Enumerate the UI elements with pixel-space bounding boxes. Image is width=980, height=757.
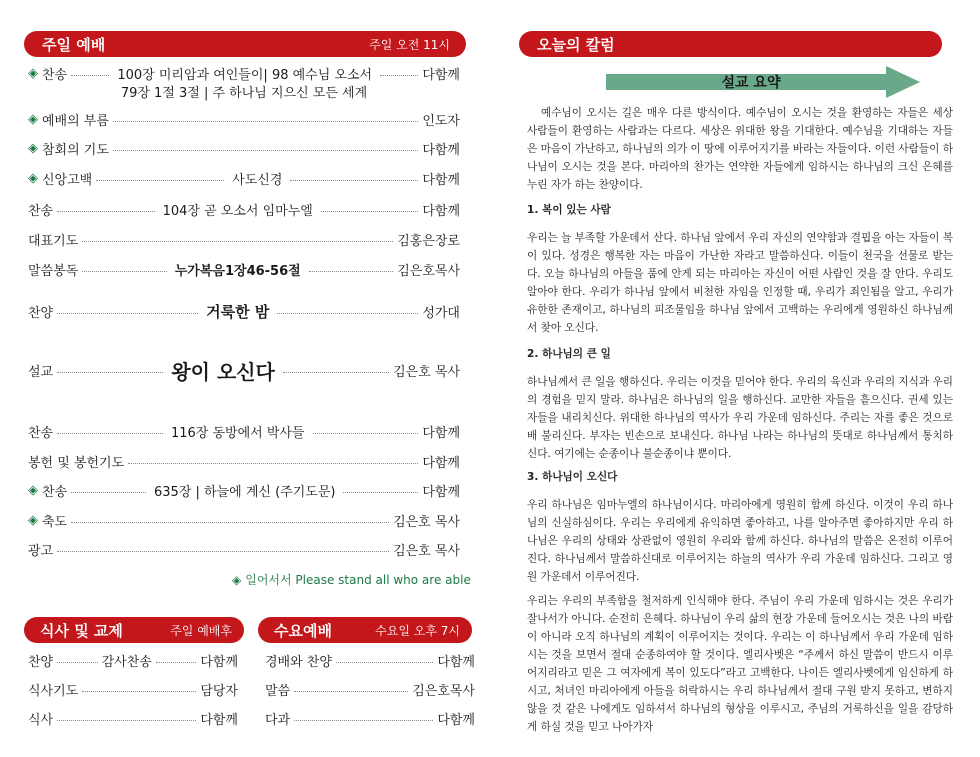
order-content: 거룩한 밤 xyxy=(206,302,270,321)
order-leader: 다함께 xyxy=(422,455,460,471)
order-label: 예배의 부름 xyxy=(42,113,109,129)
order-leader: 성가대 xyxy=(422,305,460,321)
fellowship-time: 주일 예배후 xyxy=(170,623,232,638)
order-row-prayer xyxy=(28,228,460,250)
order-label: 찬양 xyxy=(28,654,54,670)
diamond-bullet-icon: ◈ xyxy=(28,140,38,156)
stand-notice xyxy=(232,571,471,588)
order-content: 104장 곧 오소서 임마누엘 xyxy=(162,203,313,219)
diamond-bullet-icon: ◈ xyxy=(28,170,38,186)
wednesday-banner xyxy=(258,617,472,643)
order-leader: 다함께 xyxy=(437,712,475,728)
order-content: 누가복음1장46-56절 xyxy=(174,263,301,279)
order-row-hymn-3 xyxy=(28,420,460,442)
stand-notice-text: 일어서서 Please stand all who are able xyxy=(245,573,471,587)
order-leader: 다함께 xyxy=(422,172,460,188)
order-content: 감사찬송 xyxy=(101,654,152,670)
order-row-sermon xyxy=(28,359,461,384)
section-3 xyxy=(527,468,953,486)
order-leader: 다함께 xyxy=(422,142,460,158)
order-leader: 김은호목사 xyxy=(412,683,475,699)
wednesday-row-word xyxy=(265,678,475,700)
order-row-announcements xyxy=(28,538,460,560)
diamond-bullet-icon: ◈ xyxy=(28,482,38,498)
sunday-worship-title: 주일 예배 xyxy=(42,35,106,54)
section-paragraph: 우리 하나님은 임마누엘의 하나님이시다. 마리아에게 영원히 함께 하신다. 이것이 우리 하나님의 신실하심이다. 우리는 우리에게 유익하면 좋아하고, 나를 알아주면 좋아하지만 우리 하나님은 우리의 상태와 상관없이 영원히 우리와 함께 하신다. 하나님의 말씀은 온전히 이루어진다. 하나님께서 말씀하신대로 이루어지는 하늘의 역사가 우리 가운데 임하신다. 그리고 영원 가운데서 이루어진다. xyxy=(527,499,953,583)
section-paragraph: 하나님께서 큰 일을 행하신다. 우리는 이것을 믿어야 한다. 우리의 육신과 우리의 지식과 우리의 경험을 믿지 말라. 하나님은 하나님의 일을 행하신다. 교만한 자들을 흩으신다. 권세 있는 자들을 내리치신다. 위대한 하나님의 역사가 우리 가운데 임하신다. 주리는 자를 좋은 것으로 배 불리신다. 부자는 빈손으로 보내신다. 하나님 나라는 하나님의 뜻대로 하나님께서 통치하신다. 여기에는 순종이나 불순종이냐 뿐이다. xyxy=(527,376,953,460)
order-leader: 담당자 xyxy=(200,683,238,699)
fellowship-banner xyxy=(24,617,244,643)
order-label: 다과 xyxy=(265,712,291,728)
order-leader: 김은호목사 xyxy=(397,263,461,279)
order-row-confession xyxy=(28,137,460,159)
summary-heading: 설교 요약 xyxy=(721,75,781,91)
fellowship-row-praise xyxy=(28,649,238,671)
section-title: 1. 복이 있는 사람 xyxy=(527,204,611,216)
order-row-benediction xyxy=(28,509,460,531)
order-leader: 김은호 목사 xyxy=(393,364,461,380)
section-1 xyxy=(527,201,953,219)
column-title: 오늘의 칼럼 xyxy=(537,35,615,54)
order-label: 말씀 xyxy=(265,683,291,699)
order-label: 식사 xyxy=(28,712,54,728)
diamond-bullet-icon: ◈ xyxy=(232,573,242,587)
diamond-bullet-icon: ◈ xyxy=(28,512,38,528)
order-label: 말씀봉독 xyxy=(28,263,79,279)
wednesday-row-worship xyxy=(265,649,475,671)
order-row-call-to-worship xyxy=(28,108,460,130)
sermon-title: 왕이 오신다 xyxy=(171,359,275,384)
fellowship-row-meal-prayer xyxy=(28,678,238,700)
order-label: 찬송 xyxy=(42,484,68,500)
fellowship-title: 식사 및 교제 xyxy=(40,621,123,640)
order-leader: 다함께 xyxy=(422,203,461,219)
section-4-body xyxy=(527,592,953,736)
order-row-anthem xyxy=(28,300,460,322)
order-content: 635장 | 하늘에 계신 (주기도문) xyxy=(154,484,336,500)
order-leader: 김은호 목사 xyxy=(393,543,460,559)
section-title: 2. 하나님의 큰 일 xyxy=(527,348,611,360)
order-row-hymn-4 xyxy=(28,479,460,501)
order-leader: 다함께 xyxy=(200,712,238,728)
column-intro xyxy=(527,104,953,194)
order-label: 광고 xyxy=(28,543,54,559)
order-leader: 다함께 xyxy=(422,67,460,83)
order-leader: 다함께 xyxy=(437,654,475,670)
section-paragraph: 우리는 우리의 부족함을 철저하게 인식해야 한다. 주님이 우리 가운데 임하시는 것은 우리가 잘나서가 아니다. 순전히 은혜다. 하나님이 우리 삶의 현장 가운데 들어오시는 것은 나의 바람이 아니라 오직 하나님의 계획이 이루어지는 것이다. 우리는 이 하나님께서 우리 가운데 임하시는 것을 보면서 절대 순종하여야 할 것이다. 엘리사벳은 “주께서 하신 말씀이 반드시 이루어지리라고 믿은 그 여자에게 복이 있도다”라고 고백한다. 나이든 엘리사벳에게 임신하게 하시고, 처녀인 마리아에게 아들을 허락하시는 우리 하나님께서 절대 구원 받지 못하고, 변하지 않을 것 같은 나에게도 임하셔서 하나님의 형상을 이루시고, 주님의 거룩하신을 일을 감당하게 하실 것을 믿고 나아가자 xyxy=(527,595,953,733)
section-2-body xyxy=(527,373,953,463)
order-content: 100장 미리암과 여인들이| 98 예수님 오소서 xyxy=(117,67,373,83)
diamond-bullet-icon: ◈ xyxy=(28,111,38,127)
section-2 xyxy=(527,345,953,363)
section-3-body xyxy=(527,496,953,586)
order-label: 경배와 찬양 xyxy=(265,654,332,670)
order-row-hymn-2 xyxy=(28,198,460,220)
fellowship-row-meal xyxy=(28,707,238,729)
wednesday-title: 수요예배 xyxy=(274,621,332,640)
order-content: 사도신경 xyxy=(232,172,283,188)
sunday-worship-banner xyxy=(24,31,466,57)
order-leader: 다함께 xyxy=(422,484,461,500)
order-label: 대표기도 xyxy=(28,233,79,249)
order-row-scripture xyxy=(28,258,460,280)
column-banner xyxy=(519,31,942,57)
sunday-worship-time: 주일 오전 11시 xyxy=(369,37,450,52)
order-label: 신앙고백 xyxy=(42,172,93,188)
summary-arrow xyxy=(606,66,922,98)
wednesday-time: 수요일 오후 7시 xyxy=(375,623,460,638)
order-label: 봉헌 및 봉헌기도 xyxy=(28,455,125,471)
order-label: 찬양 xyxy=(28,305,54,321)
section-1-body xyxy=(527,229,953,337)
order-label: 설교 xyxy=(28,364,54,380)
order-label: 찬송 xyxy=(42,67,68,83)
wednesday-row-refreshments xyxy=(265,707,475,729)
order-content: 79장 1절 3절 | 주 하나님 지으신 모든 세계 xyxy=(120,85,368,101)
order-label: 찬송 xyxy=(28,425,54,441)
order-row-creed xyxy=(28,167,460,189)
order-row-hymn-1-cont xyxy=(28,80,460,102)
order-leader: 다함께 xyxy=(200,654,239,670)
order-label: 식사기도 xyxy=(28,683,79,699)
order-leader: 김은호 목사 xyxy=(393,514,460,530)
section-title: 3. 하나님이 오신다 xyxy=(527,471,618,483)
order-label: 축도 xyxy=(42,514,68,530)
diamond-bullet-icon: ◈ xyxy=(28,65,38,81)
order-label: 참회의 기도 xyxy=(42,142,109,158)
order-content: 116장 동방에서 박사들 xyxy=(170,425,305,441)
order-leader: 다함께 xyxy=(422,425,461,441)
intro-paragraph: 예수님이 오시는 길은 매우 다른 방식이다. 예수님이 오시는 것을 환영하는 자들은 세상 사람들이 환영하는 사람과는 다르다. 세상은 위대한 왕을 기대한다. 예수님을 기대하는 자들은 마음이 가난하고, 하나님의 의가 이 땅에 이루어지기를 바라는 자들이다. 이런 사람들이 하나님이 오시는 것을 본다. 마리아의 찬가는 연약한 자들에게 임하시는 하나님의 크신 은혜를 누린 자가 하는 찬양이다. xyxy=(527,107,953,191)
order-leader: 인도자 xyxy=(422,113,460,129)
order-row-offering xyxy=(28,450,460,472)
order-label: 찬송 xyxy=(28,203,54,219)
section-paragraph: 우리는 늘 부족할 가운데서 산다. 하나님 앞에서 우리 자신의 연약함과 결핍을 아는 자들이 복이 있다. 성경은 행복한 자는 마음이 가난한 자라고 말씀하신다. 이들이 천국을 선물로 받는다. 오늘 하나님의 아들을 품에 안게 되는 마리아는 자신이 어떤 사람인 것을 잘 안다. 우리도 알아야 한다. 우리가 하나님 앞에서 비천한 자임을 인정할 때, 우리가 죄인됨을 알고, 우리가 유한한 존재이고, 하나님의 피조물임을 하나님 앞에서 고백하는 우리에게 영원하신 하나님께서 찾아 오신다. xyxy=(527,232,953,334)
order-leader: 김홍은장로 xyxy=(397,233,460,249)
